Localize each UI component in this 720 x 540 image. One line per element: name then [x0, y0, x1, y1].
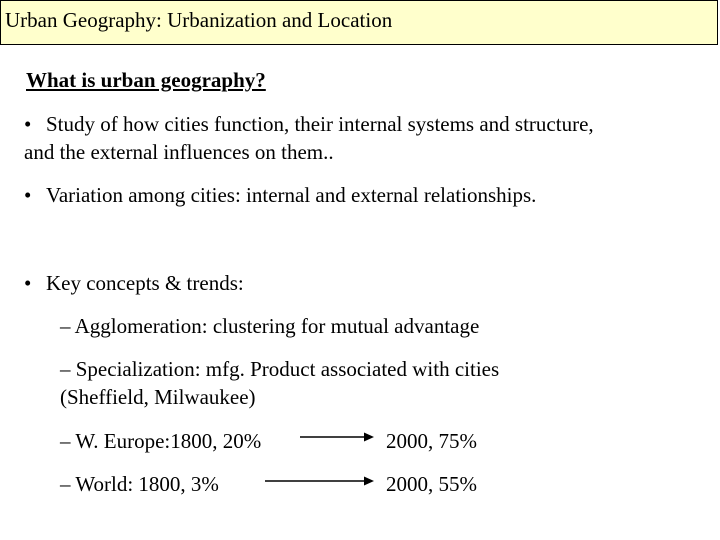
- subpoint-europe-to: 2000, 75%: [386, 429, 477, 453]
- slide-title: Urban Geography: Urbanization and Location: [5, 8, 393, 32]
- bullet-icon: •: [24, 112, 32, 136]
- subpoint-specialization: [60, 355, 499, 411]
- bullet-text-variation: Variation among cities: internal and external relationships.: [46, 183, 537, 207]
- subpoint-agglomeration: – Agglomeration: clustering for mutual advantage: [60, 314, 480, 338]
- subpoint-europe-from: – W. Europe:1800, 20%: [60, 429, 262, 453]
- bullet-item-variation: [24, 181, 624, 209]
- subpoint-specialization-line2: (Sheffield, Milwaukee): [60, 385, 256, 409]
- right-arrow-icon: [265, 475, 374, 487]
- bullet-item-study: [24, 110, 624, 166]
- bullet-item-concepts: [24, 269, 624, 297]
- subpoint-world-from: – World: 1800, 3%: [60, 472, 219, 496]
- subpoint-specialization-line1: – Specialization: mfg. Product associated with cities: [60, 357, 500, 381]
- bullet-text-study: Study of how cities function, their internal systems and structure, and the external influences on them..: [24, 112, 594, 164]
- section-heading: What is urban geography?: [26, 68, 266, 92]
- bullet-text-concepts: Key concepts & trends:: [46, 271, 244, 295]
- bullet-icon: •: [24, 183, 32, 207]
- right-arrow-icon: [300, 431, 374, 443]
- subpoint-world-to: 2000, 55%: [386, 472, 477, 496]
- bullet-icon: •: [24, 271, 32, 295]
- title-bar: [0, 0, 718, 45]
